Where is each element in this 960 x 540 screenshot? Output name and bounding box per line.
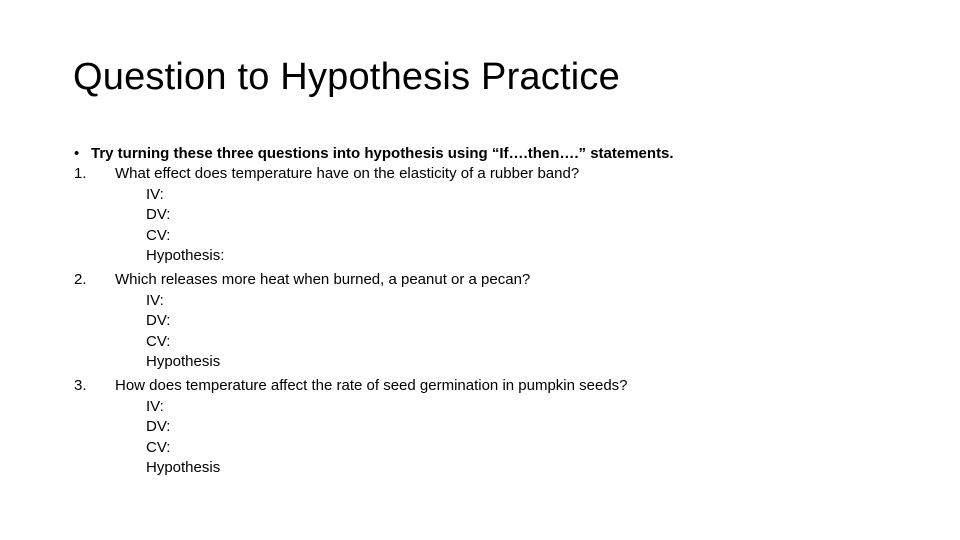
question-text: What effect does temperature have on the elasticity of a rubber band? xyxy=(115,165,580,183)
dv-label: DV: xyxy=(146,418,171,436)
dv-label: DV: xyxy=(146,312,171,330)
intro-bullet xyxy=(74,144,914,164)
hypothesis-label: Hypothesis: xyxy=(146,247,225,265)
bullet-icon: • xyxy=(74,145,80,162)
question-1 xyxy=(74,164,914,266)
iv-label: IV: xyxy=(146,397,164,415)
question-2 xyxy=(74,270,914,372)
slide-title: Question to Hypothesis Practice xyxy=(73,56,620,98)
question-3 xyxy=(74,376,914,478)
question-number: 1. xyxy=(74,165,87,183)
hypothesis-label: Hypothesis xyxy=(146,353,221,371)
dv-label: DV: xyxy=(146,206,171,224)
question-text: How does temperature affect the rate of seed germination in pumpkin seeds? xyxy=(115,377,628,395)
intro-text: Try turning these three questions into hypothesis using “If….then….” statements. xyxy=(91,145,674,162)
cv-label: CV: xyxy=(146,438,171,456)
question-number: 2. xyxy=(74,271,87,289)
question-number: 3. xyxy=(74,377,87,395)
slide-body xyxy=(74,144,914,479)
question-text: Which releases more heat when burned, a peanut or a pecan? xyxy=(115,271,531,289)
question-line xyxy=(74,376,914,396)
cv-label: CV: xyxy=(146,332,171,350)
hypothesis-label: Hypothesis xyxy=(146,459,221,477)
question-line xyxy=(74,164,914,184)
iv-label: IV: xyxy=(146,291,164,309)
question-line xyxy=(74,270,914,290)
cv-label: CV: xyxy=(146,226,171,244)
iv-label: IV: xyxy=(146,185,164,203)
